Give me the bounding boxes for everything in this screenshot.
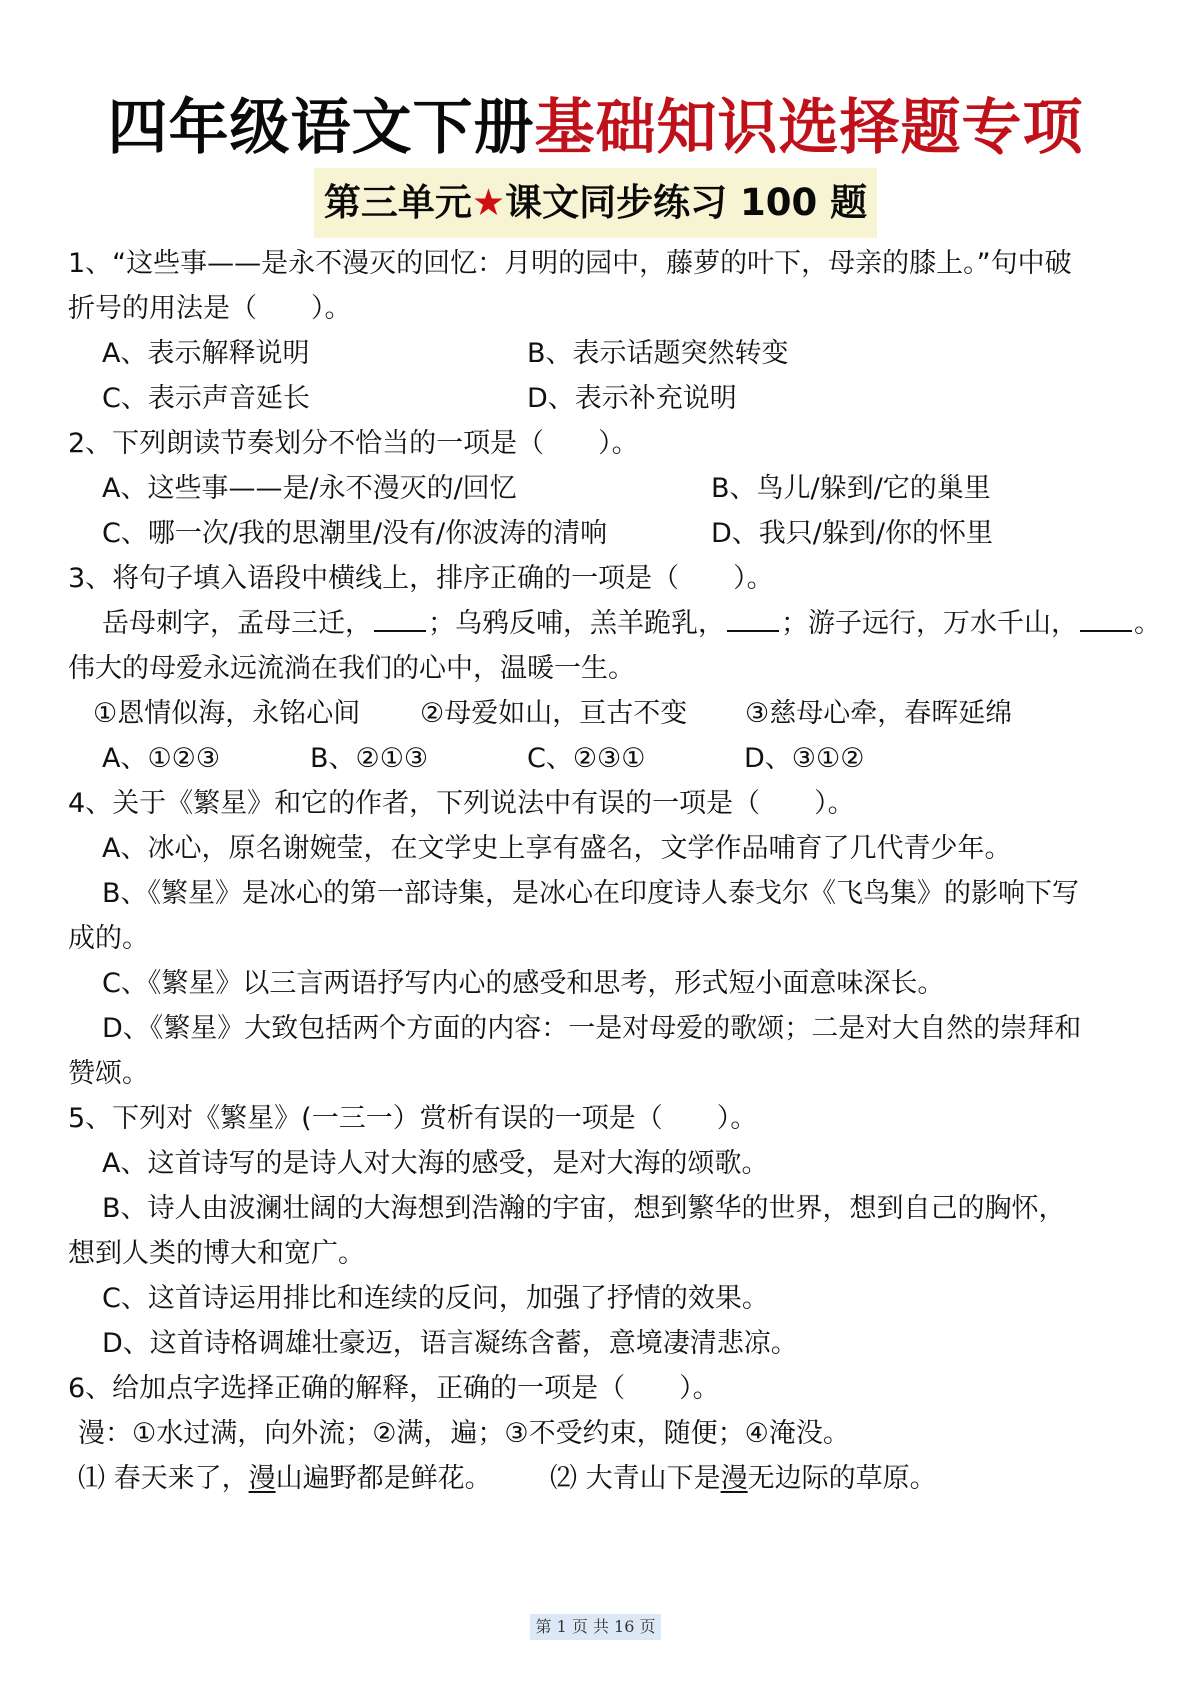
page-title [0, 88, 1191, 168]
q2-option-d[interactable]: D、我只/躲到/你的怀里 [711, 518, 993, 549]
q3-stem: 3、将句子填入语段中横线上，排序正确的一项是（ ）。 [68, 563, 774, 594]
star-icon: ★ [471, 181, 506, 224]
subtitle-desc: 课文同步练习 100 题 [505, 181, 868, 224]
q4-option-b-cont: 成的。 [68, 923, 149, 954]
q3-sentence-2: ②母爱如山，亘古不变 [420, 698, 688, 729]
q4-option-b[interactable]: B、《繁星》是冰心的第一部诗集，是冰心在印度诗人泰戈尔《飞鸟集》的影响下写 [102, 878, 1080, 909]
q2-option-c[interactable]: C、哪一次/我的思潮里/没有/你波涛的清响 [102, 518, 608, 549]
q6-item-1-num: ⑴ [78, 1463, 105, 1494]
q5-option-d[interactable]: D、这首诗格调雄壮豪迈，语言凝练含蓄，意境凄清悲凉。 [102, 1328, 798, 1359]
q1-stem-line-1: 1、“这些事——是永不漫灭的回忆：月明的园中，藤萝的叶下，母亲的膝上。”句中破 [68, 248, 1072, 279]
q3-sentence-1: ①恩情似海，永铭心间 [93, 698, 361, 729]
q1-option-b[interactable]: B、表示话题突然转变 [527, 338, 789, 369]
q1-option-a[interactable]: A、表示解释说明 [102, 338, 310, 369]
q1-stem-line-2: 折号的用法是（ ）。 [68, 293, 352, 324]
q3-option-c[interactable]: C、②③① [527, 743, 646, 774]
q2-stem: 2、下列朗读节奏划分不恰当的一项是（ ）。 [68, 428, 639, 459]
q3-seg-3: ；游子远行，万水千山， [781, 608, 1078, 639]
q3-seg-4: 。 [1134, 608, 1161, 639]
q4-option-a[interactable]: A、冰心，原名谢婉莹，在文学史上享有盛名，文学作品哺育了几代青少年。 [102, 833, 1012, 864]
q2-option-a[interactable]: A、这些事——是/永不漫灭的/回忆 [102, 473, 517, 504]
q3-blank-2[interactable] [727, 608, 779, 632]
q6-item-2-post: 无边际的草原。 [747, 1463, 937, 1494]
title-black-part: 四年级语文下册 [107, 93, 535, 163]
page-number: 第 1 页 共 16 页 [530, 1614, 662, 1640]
q3-sentence-3: ③慈母心牵，春晖延绵 [745, 698, 1013, 729]
q6-item-1 [78, 1462, 492, 1496]
q3-seg-1: 岳母刺字，孟母三迁， [102, 608, 372, 639]
q3-option-b[interactable]: B、②①③ [310, 743, 429, 774]
q6-stem: 6、给加点字选择正确的解释，正确的一项是（ ）。 [68, 1373, 720, 1404]
q1-option-c[interactable]: C、表示声音延长 [102, 383, 310, 414]
q5-stem: 5、下列对《繁星》(一三一）赏析有误的一项是（ ）。 [68, 1103, 758, 1134]
q4-stem: 4、关于《繁星》和它的作者，下列说法中有误的一项是（ ）。 [68, 788, 855, 819]
page-footer [0, 1614, 1191, 1640]
q1-option-d[interactable]: D、表示补充说明 [527, 383, 737, 414]
q6-definition: 漫：①水过满，向外流；②满，遍；③不受约束，随便；④淹没。 [78, 1418, 850, 1449]
q4-option-c[interactable]: C、《繁星》以三言两语抒写内心的感受和思考，形式短小面意味深长。 [102, 968, 945, 999]
q6-item-1-key: 漫 [248, 1463, 276, 1494]
q6-item-2 [550, 1462, 937, 1496]
q6-item-1-post: 山遍野都是鲜花。 [275, 1463, 492, 1494]
q3-blank-3[interactable] [1080, 608, 1132, 632]
q4-option-d-cont: 赞颂。 [68, 1058, 149, 1089]
q3-passage-line-2: 伟大的母爱永远流淌在我们的心中，温暖一生。 [68, 653, 635, 684]
q6-item-2-pre: 大青山下是 [585, 1463, 721, 1494]
q6-item-1-pre: 春天来了， [113, 1463, 249, 1494]
q2-option-b[interactable]: B、鸟儿/躲到/它的巢里 [711, 473, 991, 504]
subtitle [314, 168, 877, 238]
q5-option-b-cont: 想到人类的博大和宽广。 [68, 1238, 365, 1269]
q3-blank-1[interactable] [374, 608, 426, 632]
subtitle-banner [0, 168, 1191, 238]
q5-option-c[interactable]: C、这首诗运用排比和连续的反问，加强了抒情的效果。 [102, 1283, 769, 1314]
q4-option-d[interactable]: D、《繁星》大致包括两个方面的内容：一是对母爱的歌颂；二是对大自然的崇拜和 [102, 1013, 1082, 1044]
q5-option-b[interactable]: B、诗人由波澜壮阔的大海想到浩瀚的宇宙，想到繁华的世界，想到自己的胸怀， [102, 1193, 1066, 1224]
q3-option-a[interactable]: A、①②③ [102, 743, 221, 774]
q3-passage-line-1 [102, 607, 1161, 641]
q3-seg-2: ；乌鸦反哺，羔羊跪乳， [428, 608, 725, 639]
q5-option-a[interactable]: A、这首诗写的是诗人对大海的感受，是对大海的颂歌。 [102, 1148, 769, 1179]
q6-item-2-key: 漫 [720, 1463, 748, 1494]
q3-option-d[interactable]: D、③①② [744, 743, 865, 774]
q6-item-2-num: ⑵ [550, 1463, 577, 1494]
subtitle-unit: 第三单元 [323, 181, 472, 224]
title-red-part: 基础知识选择题专项 [534, 93, 1084, 163]
